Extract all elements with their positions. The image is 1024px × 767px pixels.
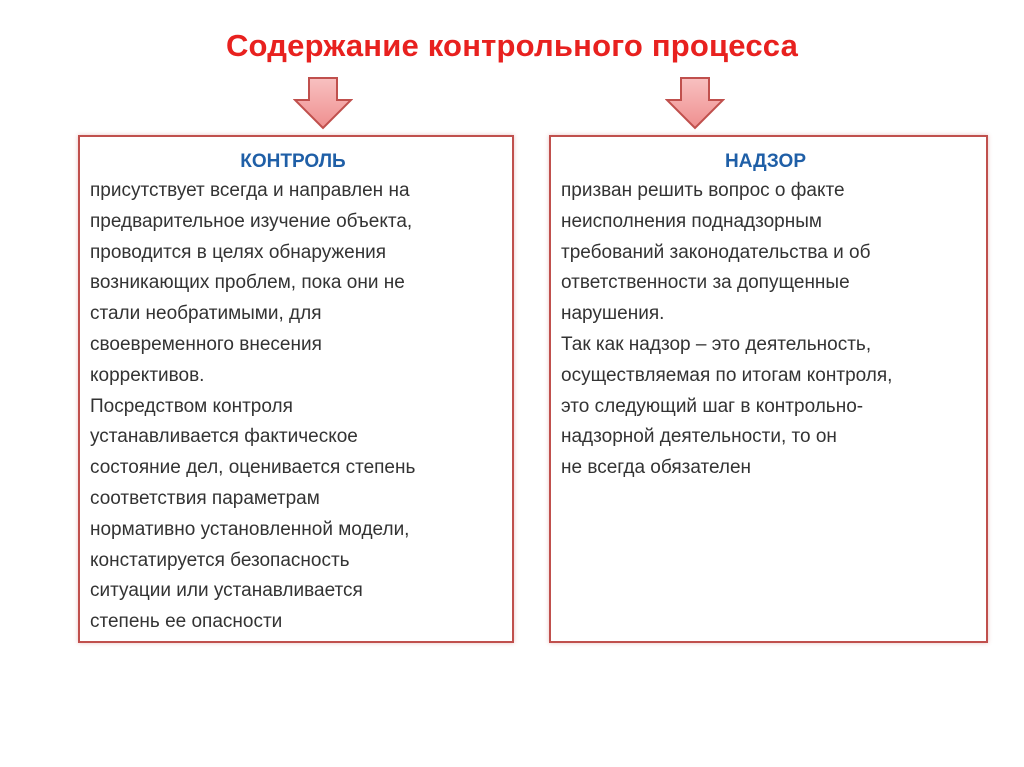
supervision-paragraph-1: призван решить вопрос о факте неисполнения поднадзорным требований законодательства и об ответственности за допущенные нарушения. xyxy=(561,180,871,325)
control-box xyxy=(78,135,514,643)
down-arrow-icon xyxy=(293,76,353,130)
control-paragraph-2: Посредством контроля устанавливается фактическое состояние дел, оценивается степень соответствия параметрам нормативно установленной модели, констатируется безопасность ситуации или устанавливается степень ее опасности xyxy=(90,395,416,633)
supervision-box xyxy=(549,135,988,643)
control-paragraph-1: присутствует всегда и направлен на предварительное изучение объекта, проводится в целях обнаружения возникающих проблем, пока они не стали необратимыми, для своевременного внесения коррективов. xyxy=(90,180,413,386)
supervision-paragraph-2: Так как надзор – это деятельность, осуществляемая по итогам контроля, это следующий шаг в контрольно- надзорной деятельности, то он не всегда обязателен xyxy=(561,333,893,479)
down-arrow-icon xyxy=(665,76,725,130)
control-heading: КОНТРОЛЬ xyxy=(240,151,346,172)
slide-title: Содержание контрольного процесса xyxy=(225,28,799,63)
supervision-heading: НАДЗОР xyxy=(724,151,807,172)
